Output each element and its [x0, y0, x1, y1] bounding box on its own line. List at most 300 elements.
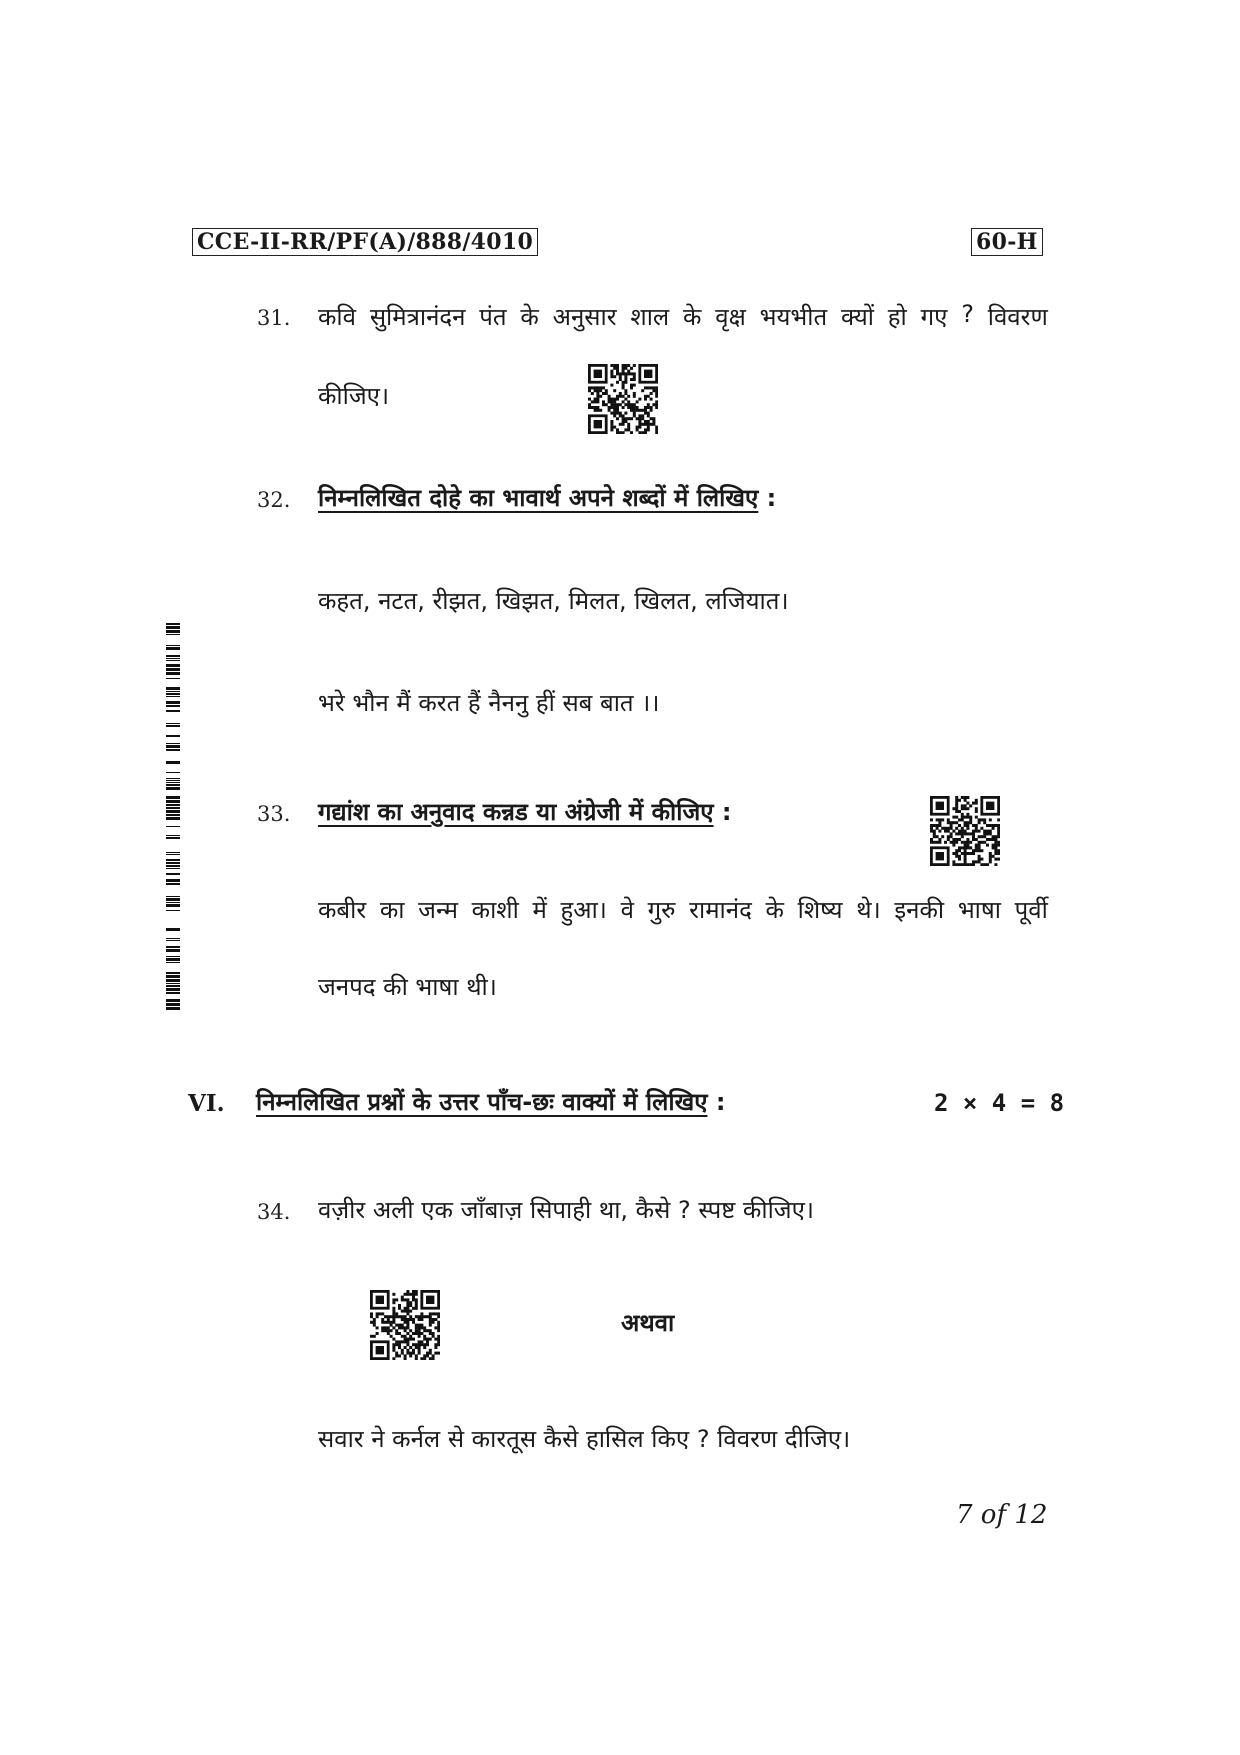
qr-module	[978, 846, 981, 849]
qr-module	[633, 364, 636, 367]
qr-module	[955, 807, 958, 810]
question-number-33: 33.	[257, 802, 291, 826]
qr-module	[655, 406, 658, 409]
qr-module	[969, 841, 972, 844]
qr-module	[933, 830, 936, 833]
section-6-marks: 2 × 4 = 8	[934, 1089, 1065, 1117]
qr-module	[613, 389, 616, 392]
qr-module	[610, 398, 613, 401]
qr-module	[373, 1324, 376, 1327]
qr-module	[994, 852, 997, 855]
qr-module	[409, 1338, 412, 1341]
qr-module	[622, 420, 625, 423]
qr-module	[655, 400, 658, 403]
qr-module	[418, 1335, 421, 1338]
qr-module	[650, 398, 653, 401]
qr-module	[613, 364, 616, 367]
qr-module	[426, 1340, 429, 1343]
qr-module	[644, 428, 647, 431]
heading-colon: :	[758, 484, 777, 512]
qr-module	[622, 370, 625, 373]
qr-module	[437, 1324, 440, 1327]
qr-module	[610, 412, 613, 415]
qr-module	[961, 863, 964, 866]
qr-module	[591, 386, 594, 389]
qr-module	[401, 1310, 404, 1313]
qr-module	[930, 838, 933, 841]
qr-module	[633, 372, 636, 375]
qr-module	[599, 389, 602, 392]
barcode-bar	[166, 693, 180, 695]
qr-module	[966, 813, 969, 816]
qr-module	[599, 409, 602, 412]
qr-module	[619, 395, 622, 398]
qr-module	[930, 827, 933, 830]
qr-module	[423, 1335, 426, 1338]
word: भाषा	[957, 896, 1001, 924]
qr-module	[624, 392, 627, 395]
question-31-line1	[318, 300, 1048, 333]
qr-module	[966, 832, 969, 835]
qr-module	[619, 375, 622, 378]
qr-module	[936, 818, 939, 821]
qr-module	[404, 1315, 407, 1318]
qr-module	[378, 1312, 381, 1315]
qr-module	[619, 372, 622, 375]
barcode-bar	[166, 630, 180, 633]
qr-module	[437, 1352, 440, 1355]
barcode-bar	[166, 902, 180, 903]
qr-module	[944, 830, 947, 833]
qr-module	[933, 841, 936, 844]
qr-module	[983, 841, 986, 844]
qr-module	[644, 412, 647, 415]
qr-module	[961, 807, 964, 810]
qr-module	[398, 1326, 401, 1329]
word: काशी	[471, 896, 519, 924]
qr-module	[622, 400, 625, 403]
qr-module	[432, 1321, 435, 1324]
qr-module	[613, 406, 616, 409]
qr-module	[437, 1335, 440, 1338]
barcode-bar	[166, 862, 180, 864]
barcode-bar	[166, 658, 180, 659]
qr-module	[622, 386, 625, 389]
qr-module	[627, 406, 630, 409]
qr-module	[373, 1318, 376, 1321]
qr-module	[404, 1318, 407, 1321]
qr-module	[964, 846, 967, 849]
qr-module	[412, 1290, 415, 1293]
qr-module	[947, 827, 950, 830]
qr-module	[429, 1315, 432, 1318]
qr-module	[616, 372, 619, 375]
qr-module	[978, 858, 981, 861]
qr-module	[955, 802, 958, 805]
qr-module	[404, 1293, 407, 1296]
qr-module	[630, 431, 633, 434]
qr-module	[387, 1326, 390, 1329]
qr-module	[418, 1349, 421, 1352]
qr-module	[624, 364, 627, 367]
qr-module	[616, 395, 619, 398]
word: शिष्य	[797, 896, 843, 924]
qr-module	[594, 400, 597, 403]
qr-module	[392, 1357, 395, 1360]
qr-module	[390, 1321, 393, 1324]
qr-module	[975, 827, 978, 830]
qr-module	[641, 409, 644, 412]
barcode-bar	[166, 999, 180, 1002]
heading-colon: :	[713, 798, 732, 826]
qr-module	[588, 389, 591, 392]
barcode-bar	[166, 949, 180, 952]
barcode-bar	[166, 868, 180, 869]
qr-module	[406, 1301, 409, 1304]
qr-module	[404, 1310, 407, 1313]
qr-module	[610, 370, 613, 373]
barcode-bar	[166, 946, 180, 948]
qr-module	[955, 796, 958, 799]
qr-module	[381, 1318, 384, 1321]
qr-module	[404, 1307, 407, 1310]
qr-module	[972, 802, 975, 805]
qr-module	[950, 821, 953, 824]
qr-module	[401, 1318, 404, 1321]
barcode-bar	[166, 761, 180, 764]
qr-module	[966, 816, 969, 819]
barcode-bar	[166, 896, 180, 897]
barcode-bar	[166, 898, 180, 901]
couplet-line-2: भरे भौन मैं करत हैं नैननु हीं सब बात ।।	[318, 689, 660, 717]
barcode-bar	[166, 701, 180, 704]
qr-module	[650, 406, 653, 409]
qr-module	[412, 1352, 415, 1355]
qr-module	[602, 392, 605, 395]
qr-module	[613, 367, 616, 370]
qr-module	[415, 1326, 418, 1329]
qr-module	[610, 384, 613, 387]
qr-module	[605, 389, 608, 392]
qr-module	[412, 1338, 415, 1341]
qr-module	[633, 406, 636, 409]
qr-module	[655, 386, 658, 389]
qr-module	[983, 818, 986, 821]
qr-module	[961, 818, 964, 821]
qr-module	[415, 1324, 418, 1327]
qr-module	[947, 830, 950, 833]
qr-module	[423, 1346, 426, 1349]
qr-module	[992, 827, 995, 830]
qr-module	[630, 378, 633, 381]
qr-module	[633, 395, 636, 398]
qr-module	[426, 1354, 429, 1357]
qr-module	[964, 830, 967, 833]
qr-module	[947, 818, 950, 821]
qr-module	[975, 824, 978, 827]
barcode-bar	[166, 660, 180, 661]
qr-module	[955, 804, 958, 807]
barcode-bar	[166, 800, 180, 803]
barcode-bar	[166, 985, 180, 987]
qr-module	[624, 367, 627, 370]
qr-module	[426, 1352, 429, 1355]
qr-module	[409, 1318, 412, 1321]
qr-module	[652, 423, 655, 426]
qr-module	[624, 412, 627, 415]
qr-module	[638, 431, 641, 434]
qr-module	[955, 799, 958, 802]
qr-module	[423, 1315, 426, 1318]
qr-module	[412, 1318, 415, 1321]
barcode-bar	[166, 745, 180, 748]
qr-module	[964, 816, 967, 819]
qr-module	[616, 409, 619, 412]
qr-module	[596, 409, 599, 412]
qr-module	[406, 1324, 409, 1327]
word: सुमित्रानंदन	[369, 303, 466, 331]
qr-module	[636, 426, 639, 429]
qr-module	[429, 1349, 432, 1352]
qr-module	[616, 367, 619, 370]
qr-module	[602, 400, 605, 403]
qr-module	[390, 1324, 393, 1327]
barcode-bar	[166, 626, 180, 629]
qr-module	[994, 863, 997, 866]
qr-module	[599, 386, 602, 389]
qr-module	[644, 398, 647, 401]
qr-module	[616, 431, 619, 434]
qr-module	[423, 1329, 426, 1332]
qr-module	[647, 386, 650, 389]
qr-module	[415, 1293, 418, 1296]
qr-module	[961, 804, 964, 807]
qr-module	[647, 426, 650, 429]
qr-module	[966, 844, 969, 847]
qr-module	[418, 1315, 421, 1318]
qr-module	[415, 1298, 418, 1301]
qr-module	[997, 858, 1000, 861]
word: क्यों	[841, 303, 874, 331]
qr-module	[412, 1349, 415, 1352]
qr-module	[994, 858, 997, 861]
qr-module	[980, 835, 983, 838]
qr-module	[952, 863, 955, 866]
qr-module	[983, 821, 986, 824]
qr-module	[964, 855, 967, 858]
qr-module	[958, 799, 961, 802]
qr-module	[370, 1335, 373, 1338]
qr-module	[434, 1326, 437, 1329]
section-6-heading	[256, 1085, 725, 1118]
qr-module	[627, 400, 630, 403]
qr-module	[409, 1310, 412, 1313]
barcode-bar	[166, 1007, 180, 1010]
qr-module	[986, 863, 989, 866]
qr-module	[613, 403, 616, 406]
qr-module	[616, 398, 619, 401]
question-32-heading	[318, 481, 776, 514]
qr-module	[969, 821, 972, 824]
qr-module	[958, 863, 961, 866]
qr-module	[630, 409, 633, 412]
qr-module	[964, 832, 967, 835]
qr-module	[992, 855, 995, 858]
qr-module	[966, 846, 969, 849]
barcode-bar	[166, 979, 180, 982]
word: अनुसार	[552, 303, 617, 331]
qr-module	[633, 384, 636, 387]
qr-module	[418, 1329, 421, 1332]
qr-module	[952, 830, 955, 833]
qr-module	[409, 1352, 412, 1355]
word: इनकी	[894, 896, 945, 924]
qr-module	[930, 841, 933, 844]
qr-module	[978, 818, 981, 821]
qr-module	[964, 852, 967, 855]
qr-module	[437, 1321, 440, 1324]
qr-module	[412, 1321, 415, 1324]
qr-module	[992, 824, 995, 827]
qr-module	[938, 830, 941, 833]
qr-module	[404, 1338, 407, 1341]
qr-module	[395, 1312, 398, 1315]
qr-module	[961, 832, 964, 835]
qr-module	[594, 386, 597, 389]
qr-module	[978, 855, 981, 858]
qr-module	[608, 395, 611, 398]
section-roman-numeral: VI.	[188, 1090, 225, 1117]
qr-module	[980, 827, 983, 830]
qr-module	[624, 420, 627, 423]
qr-module	[418, 1352, 421, 1355]
qr-module	[398, 1346, 401, 1349]
barcode-bar	[166, 873, 180, 875]
qr-module	[591, 400, 594, 403]
qr-module	[605, 403, 608, 406]
qr-module	[381, 1321, 384, 1324]
qr-module	[420, 1340, 423, 1343]
qr-module	[610, 375, 613, 378]
qr-module	[630, 367, 633, 370]
qr-module	[376, 1315, 379, 1318]
qr-module	[630, 386, 633, 389]
qr-module	[409, 1329, 412, 1332]
qr-module	[596, 389, 599, 392]
qr-module	[415, 1329, 418, 1332]
qr-module	[398, 1304, 401, 1307]
qr-module	[938, 841, 941, 844]
qr-module	[989, 852, 992, 855]
qr-module	[652, 403, 655, 406]
word: हो	[887, 303, 907, 331]
qr-module	[596, 398, 599, 401]
qr-module	[596, 400, 599, 403]
word: गए	[920, 303, 948, 331]
barcode-bar	[166, 784, 180, 786]
qr-module	[622, 381, 625, 384]
question-number-31: 31.	[257, 306, 291, 330]
qr-module	[961, 852, 964, 855]
question-32-heading-text: निम्नलिखित दोहे का भावार्थ अपने शब्दों में लिखिए	[318, 484, 759, 512]
qr-module	[941, 835, 944, 838]
qr-module	[406, 1332, 409, 1335]
qr-module	[398, 1307, 401, 1310]
qr-module	[429, 1321, 432, 1324]
barcode-bar	[166, 787, 180, 790]
qr-module	[376, 1326, 379, 1329]
qr-module	[622, 423, 625, 426]
qr-module	[969, 804, 972, 807]
qr-module	[610, 406, 613, 409]
qr-module	[997, 849, 1000, 852]
qr-module	[370, 1321, 373, 1324]
qr-module	[420, 1324, 423, 1327]
qr-module	[619, 378, 622, 381]
qr-module	[966, 838, 969, 841]
qr-module	[652, 386, 655, 389]
word: गुरु	[647, 896, 676, 924]
qr-module	[412, 1293, 415, 1296]
barcode-bar	[166, 807, 180, 809]
qr-module	[404, 1346, 407, 1349]
barcode-bar	[166, 645, 180, 646]
qr-module	[412, 1298, 415, 1301]
qr-module	[418, 1326, 421, 1329]
qr-module	[423, 1326, 426, 1329]
qr-module	[986, 844, 989, 847]
qr-module	[398, 1324, 401, 1327]
qr-module	[950, 827, 953, 830]
qr-module	[376, 1346, 384, 1354]
barcode-bar	[166, 782, 180, 783]
qr-module	[630, 406, 633, 409]
barcode-bar	[166, 817, 180, 820]
barcode-bar	[166, 672, 180, 675]
qr-module	[602, 386, 605, 389]
qr-module	[972, 860, 975, 863]
barcode-bar	[166, 814, 180, 816]
qr-module	[978, 844, 981, 847]
qr-module	[964, 807, 967, 810]
qr-module	[412, 1296, 415, 1299]
qr-module	[627, 395, 630, 398]
qr-module	[594, 406, 597, 409]
qr-module	[429, 1318, 432, 1321]
qr-module	[608, 406, 611, 409]
qr-module	[588, 398, 591, 401]
qr-module	[975, 830, 978, 833]
qr-module	[420, 1318, 423, 1321]
qr-module	[997, 832, 1000, 835]
qr-module	[384, 1315, 387, 1318]
qr-module	[647, 428, 650, 431]
qr-module	[392, 1349, 395, 1352]
qr-module	[633, 414, 636, 417]
qr-module	[404, 1354, 407, 1357]
qr-module	[978, 860, 981, 863]
qr-module	[994, 835, 997, 838]
qr-module	[395, 1329, 398, 1332]
qr-module	[964, 796, 967, 799]
qr-module	[958, 830, 961, 833]
qr-module	[437, 1315, 440, 1318]
qr-module	[613, 375, 616, 378]
qr-module	[961, 827, 964, 830]
qr-module	[406, 1293, 409, 1296]
qr-module	[594, 409, 597, 412]
qr-module	[415, 1301, 418, 1304]
